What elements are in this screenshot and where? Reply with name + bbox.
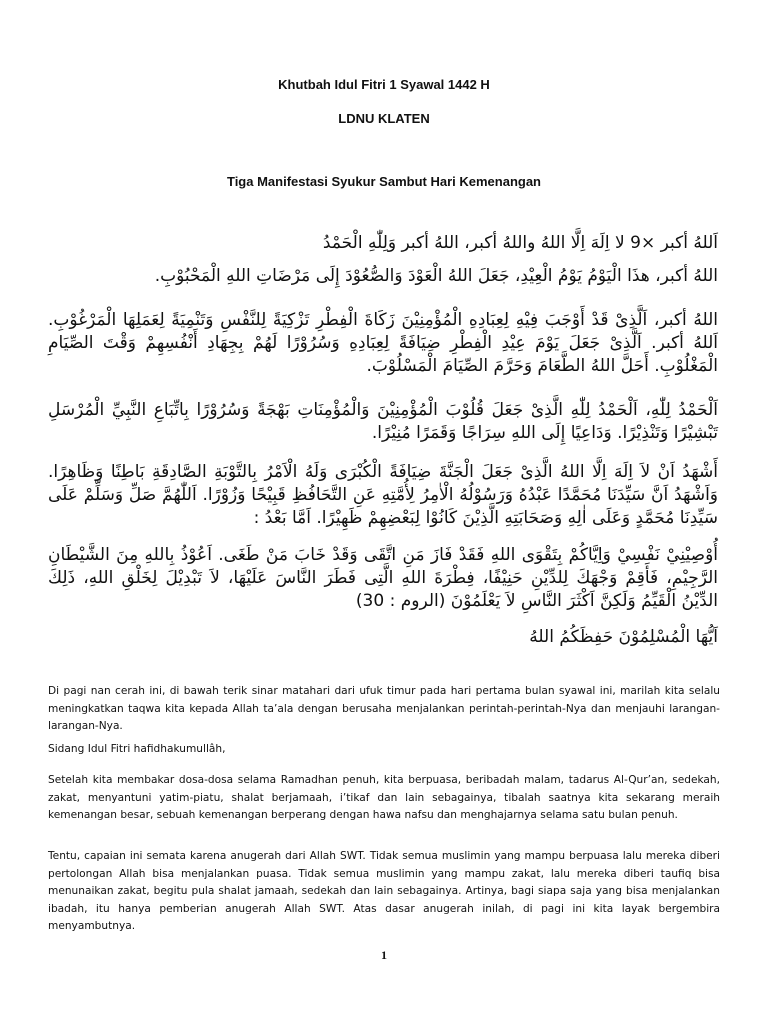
body-paragraph-4: Tentu, capaian ini semata karena anugerah dari Allah SWT. Tidak semua muslimin yang mampu berpuasa lalu mereka diberi pertolongan Allah bisa menjalankan puasa. Tidak semua muslimin yang mampu zakat, lalu mereka diberi taufiq bisa menunaikan zakat, begitu pula shalat jamaah, sedekah dan lain sebagainya. Artinya, bagi siapa saja yang bisa menjalankan ibadah, itu hanya pemberian anugerah Allah SWT. Atas dasar anugerah inilah, di pagi ini kita layak bergembira menyambutnya. [48,850,720,932]
arabic-hamdalah-paragraph: اَلْحَمْدُ لِلّٰهِ، اَلْحَمْدُ لِلّٰهِ الَّذِىْ جَعَلَ قُلُوْبَ الْمُؤْمِنِيْنَ وَالْمُؤْمِنَاتِ بَهْجَةً وَسُرُوْرًا بِاتِّبَاعِ النَّبِيِّ الْمُرْسَلِ تَبْشِيْرًا وَتَنْذِيْرًا. وَدَاعِيًا إِلَى اللهِ سِرَاجًا وَقَمَرًا مُنِيْرًا. [48,400,718,443]
arabic-zakat-paragraph: اللهُ أكبر، اَلَّذِىْ قَدْ أَوْجَبَ فِيْهِ لِعِبَادِهِ الْمُؤْمِنِيْنَ زَكَاةَ الْفِطْرِ تَزْكِيَةً لِلنَّفْسِ وَتَنْمِيَةً لِعَمَلِهَا الْمَرْغُوْبِ. اَللهُ أكبر. اَلَّذِىْ جَعَلَ يَوْمَ عِيْدِ الْفِطْرِ ضِيَافَةً لِعِبَادِهِ وَسُرُوْرًا لَهُمْ بِجِهَادِ أَنْفُسِهِمْ وَقْتَ الصِّيَامِ الْمَغْلُوْبِ. أَحَلَّ اللهُ الطَّعَامَ وَحَرَّمَ الصِّيَامَ الْمَسْلُوْبَ. [48,310,718,376]
arabic-takbir-line: اَللهُ أكبر ×9 لا اِلَهَ اِلَّا اللهُ واللهُ أكبر، اللهُ أكبر وَلِلّٰهِ الْحَمْدُ [322,233,718,253]
sermon-title: Khutbah Idul Fitri 1 Syawal 1442 H [278,77,490,92]
sermon-subtitle: Tiga Manifestasi Syukur Sambut Hari Kemenangan [226,174,541,189]
organization-name: LDNU KLATEN [338,111,430,126]
body-paragraph-3: Setelah kita membakar dosa-dosa selama Ramadhan penuh, kita berpuasa, beribadah malam, tadarus Al-Qur’an, sedekah, zakat, menyantuni yatim-piatu, shalat berjamaah, i’tikaf dan lain sebagainya, tibalah saatnya kita sekarang meraih kemenangan besar, sebuah kemenangan berperang dengan hawa nafsu dan menghajarnya selama satu bulan penuh. [48,774,720,821]
body-paragraph-2: Sidang Idul Fitri hafidhakumullâh, [48,743,226,755]
arabic-syahadat-paragraph: أَشْهَدُ اَنْ لاَ اِلَهَ اِلَّا اللهُ الَّذِىْ جَعَلَ الْجَنَّةَ ضِيَافَةً الْكُبْرَى وَلَهُ الْاَمْرُ بِالتَّوْبَةِ الصَّادِقَةِ بَاطِنًا وَظَاهِرًا. وَاَشْهَدُ اَنَّ سَيِّدَنَا مُحَمَّدًا عَبْدُهُ وَرَسُوْلُهُ الْاٰمِرُ لِأُمَّتِهِ عَنِ التَّحَافُظِ قَبِيْحًا وَزُوْرًا. اَللّٰهُمَّ صَلِّ وَسَلِّمْ عَلَى سَيِّدِنَا مُحَمَّدٍ وَعَلَى اٰلِهِ وَصَحَابَتِهِ الَّذِيْنَ كَانُوْا لِبَعْضِهِمْ ظَهِيْرًا. اَمَّا بَعْدُ : [48,462,718,528]
page-number: 1 [381,948,387,962]
body-paragraph-1: Di pagi nan cerah ini, di bawah terik sinar matahari dari ufuk timur pada hari pertama bulan syawal ini, marilah kita selalu meningkatkan taqwa kita kepada Allah ta’ala dengan berusaha menjalankan perintah-perintah-Nya dan menjauhi larangan-larangan-Nya. [48,685,720,732]
arabic-greeting-line: اَيُّهَا الْمُسْلِمُوْنَ حَفِظَكُمُ اللهُ [529,627,718,647]
arabic-taqwa-paragraph: أُوْصِيْنِيْ نَفْسِيْ وَاِيَّاكُمْ بِتَقْوَى اللهِ فَقَدْ فَازَ مَنِ اتَّقَى وَقَدْ خَابَ مَنْ طَغَى. اَعُوْذُ بِاللهِ مِنَ الشَّيْطَانِ الرَّجِيْمِ، فَأَقِمْ وَجْهَكَ لِلدِّيْنِ حَنِيْفًا، فِطْرَةَ اللهِ الَّتِى فَطَرَ النَّاسَ عَلَيْهَا، لاَ تَبْدِيْلَ لِخَلْقِ اللهِ، ذَلِكَ الدِّيْنُ الْقَيِّمُ وَلَكِنَّ اَكْثَرَ النَّاسِ لاَ يَعْلَمُوْنَ (الروم : 30) [48,545,718,611]
arabic-eid-line: اللهُ أكبر، هذَا الْيَوْمُ يَوْمُ الْعِيْدِ، جَعَلَ اللهُ الْعَوْدَ وَالصُّعُوْدَ إِلَى مَرْضَاتِ اللهِ الْمَحْبُوْبِ. [154,266,718,286]
